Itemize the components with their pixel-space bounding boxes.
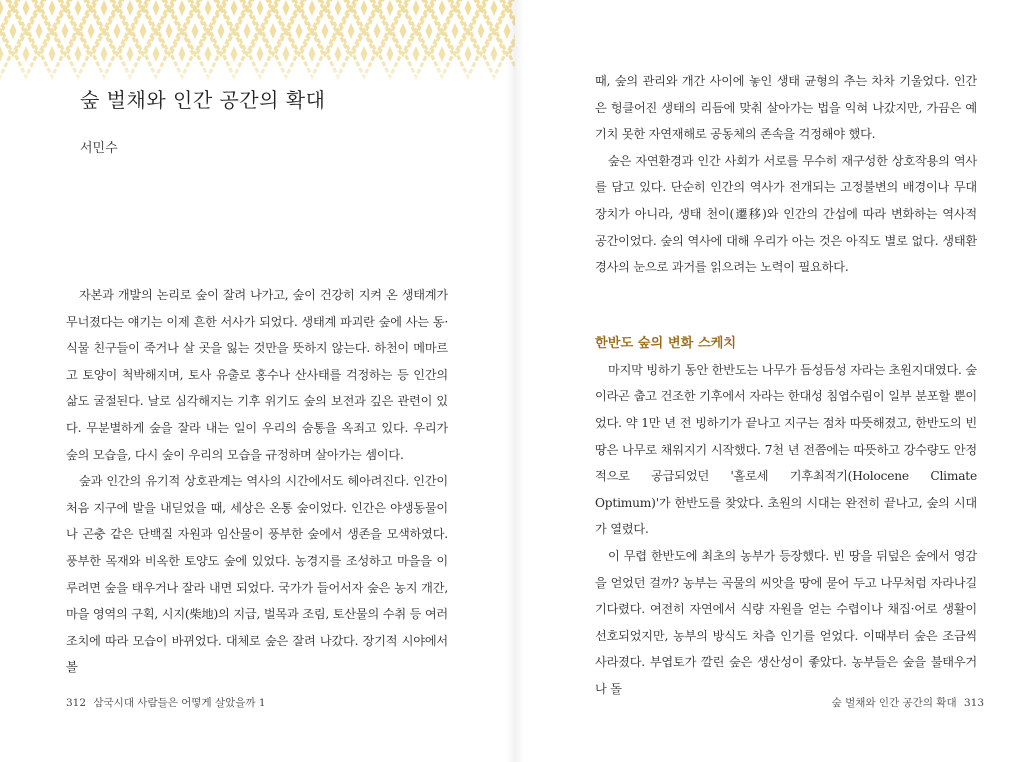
pattern-diamond-core (335, 0, 342, 16)
pattern-diamond-core (231, 46, 238, 62)
pattern-diamond-core (49, 0, 56, 16)
pattern-diamond-core (335, 46, 342, 62)
pattern-diamond-core (23, 46, 30, 62)
pattern-diamond-core (491, 0, 498, 16)
pattern-diamond-core (153, 0, 160, 16)
pattern-diamond-core (283, 46, 290, 62)
pattern-diamond-core (348, 23, 355, 39)
pattern-diamond-core (153, 46, 160, 62)
running-title: 숲 벌채와 인간 공간의 확대 (831, 697, 957, 709)
paragraph: 때, 숲의 관리와 개간 사이에 놓인 생태 균형의 추는 차차 기울었다. 인간은 헝클어진 생태의 리듬에 맞춰 살아가는 법을 익혀 나갔지만, 가끔은 예기치 못한 자연재해로 공동체의 존속을 걱정해야 했다. (595, 74, 977, 142)
pattern-diamond-core (218, 23, 225, 39)
pattern-diamond-core (88, 23, 95, 39)
pattern-diamond-core (387, 46, 394, 62)
pattern-diamond-core (23, 0, 30, 16)
paragraph: 숲과 인간의 유기적 상호관계는 역사의 시간에서도 헤아려진다. 인간이 처음 지구에 발을 내딛었을 때, 세상은 온통 숲이었다. 인간은 야생동물이나 곤충 같은 단백질 자원과 임산물이 풍부한 숲에서 생존을 모색하였다. 풍부한 목재와 비옥한 토양도 숲에 있었다. 농경지를 조성하고 마을을 이루려면 숲을 태우거나 잘라 내면 되었다. 국가가 들어서자 숲은 농지 개간, 마을 영역의 구획, 시지(柴地)의 지급, 벌목과 조림, 토산물의 수취 등 여러 조치에 따라 모습이 바뀌었다. 대체로 숲은 잘려 나갔다. 장기적 시야에서 볼 (66, 474, 448, 675)
page-number: 312 (66, 697, 87, 709)
page-number: 313 (963, 697, 984, 709)
decorative-ikat-pattern (0, 0, 515, 92)
pattern-diamond-core (413, 0, 420, 16)
pattern-diamond-core (10, 23, 17, 39)
right-running-footer (828, 695, 984, 710)
pattern-diamond-core (309, 0, 316, 16)
pattern-diamond-core (62, 23, 69, 39)
pattern-diamond-core (439, 46, 446, 62)
paragraph: 자본과 개발의 논리로 숲이 잘려 나가고, 숲이 건강히 지켜 온 생태계가 무너졌다는 얘기는 이제 흔한 서사가 되었다. 생태계 파괴란 숲에 사는 동·식물 친구들이 죽거나 살 곳을 잃는 것만을 뜻하지 않는다. 하천이 메마르고 토양이 척박해지며, 토사 유출로 홍수나 산사태를 걱정하는 등 인간의 삶도 굴절된다. 날로 심각해지는 기후 위기도 숲의 보전과 깊은 관련이 있다. 무분별하게 숲을 잘라 내는 일이 우리의 숨통을 옥죄고 있다. 우리가 숲의 모습을, 다시 숲이 우리의 모습을 규정하며 살아가는 셈이다. (66, 288, 448, 462)
pattern-diamond-core (0, 0, 4, 16)
paragraph: 이 무렵 한반도에 최초의 농부가 등장했다. 빈 땅을 뒤덮은 숲에서 영감을 얻었던 걸까? 농부는 곡물의 씨앗을 땅에 묻어 두고 나무처럼 자라나길 기다렸다. 여전히 자연에서 식량 자원을 얻는 수렵이나 채집·어로 생활이 선호되었지만, 농부의 방식도 차츰 인기를 얻었다. 이때부터 숲은 조금씩 사라졌다. 부엽토가 깔린 숲은 생산성이 좋았다. 농부들은 숲을 불태우거나 돌 (595, 548, 977, 696)
pattern-diamond-core (400, 23, 407, 39)
chapter-title: 숲 벌채와 인간 공간의 확대 (80, 88, 326, 112)
pattern-diamond-core (478, 23, 485, 39)
right-page (515, 0, 1030, 762)
right-body-text (595, 68, 977, 702)
pattern-diamond-core (192, 23, 199, 39)
pattern-diamond-core (374, 23, 381, 39)
pattern-diamond-core (309, 46, 316, 62)
paragraph: 마지막 빙하기 동안 한반도는 나무가 듬성듬성 자라는 초원지대였다. 숲이라곤 춥고 건조한 기후에서 자라는 한대성 침엽수림이 일부 분포할 뿐이었다. 약 1만 년 전 빙하기가 끝나고 지구는 점차 따뜻해졌고, 한반도의 빈 땅은 나무로 채워지기 시작했다. 7천 년 전쯤에는 따뜻하고 강수량도 안정적으로 공급되었던 '홀로세 기후최적기(Holocene Climate Optimum)'가 한반도를 찾았다. 초원의 시대는 완전히 끝나고, 숲의 시대가 열렸다. (595, 362, 977, 537)
pattern-diamond-core (270, 23, 277, 39)
pattern-diamond-core (179, 46, 186, 62)
pattern-diamond-core (257, 46, 264, 62)
pattern-diamond-core (257, 0, 264, 16)
pattern-diamond-core (465, 46, 472, 62)
pattern-diamond-core (244, 23, 251, 39)
pattern-diamond-core (465, 0, 472, 16)
left-body-text (66, 282, 448, 681)
pattern-diamond-core (322, 23, 329, 39)
pattern-diamond-core (361, 0, 368, 16)
pattern-diamond-core (75, 0, 82, 16)
pattern-diamond-core (452, 23, 459, 39)
author-name: 서민수 (80, 141, 118, 156)
pattern-diamond-core (127, 0, 134, 16)
pattern-diamond-core (296, 23, 303, 39)
pattern-diamond-core (101, 0, 108, 16)
pattern-diamond-core (127, 46, 134, 62)
pattern-diamond-core (387, 0, 394, 16)
left-running-footer (66, 695, 270, 710)
pattern-diamond-core (439, 0, 446, 16)
pattern-diamond-core (426, 23, 433, 39)
pattern-diamond-core (166, 23, 173, 39)
section-subheading: 한반도 숲의 변화 스케치 (595, 335, 737, 351)
pattern-diamond-core (49, 46, 56, 62)
pattern-diamond-core (179, 0, 186, 16)
pattern-diamond-core (205, 46, 212, 62)
pattern-diamond-core (140, 23, 147, 39)
pattern-diamond-core (0, 46, 4, 62)
pattern-diamond-core (283, 0, 290, 16)
pattern-diamond-core (413, 46, 420, 62)
pattern-diamond-core (114, 23, 121, 39)
paragraph: 숲은 자연환경과 인간 사회가 서로를 무수히 재구성한 상호작용의 역사를 담고 있다. 단순히 인간의 역사가 전개되는 고정불변의 배경이나 무대 장치가 아니라, 생태 천이(遷移)와 인간의 간섭에 따라 변화하는 역사적 공간이었다. 숲의 역사에 대해 우리가 아는 것은 아직도 별로 없다. 생태환경사의 눈으로 과거를 읽으려는 노력이 필요하다. (595, 153, 977, 275)
running-title: 삼국시대 사람들은 어떻게 살았을까 1 (93, 697, 266, 709)
pattern-diamond-core (361, 46, 368, 62)
pattern-diamond-core (75, 46, 82, 62)
pattern-diamond-core (491, 46, 498, 62)
pattern-diamond-core (101, 46, 108, 62)
pattern-diamond-core (231, 0, 238, 16)
pattern-diamond-core (205, 0, 212, 16)
pattern-diamond-core (36, 23, 43, 39)
